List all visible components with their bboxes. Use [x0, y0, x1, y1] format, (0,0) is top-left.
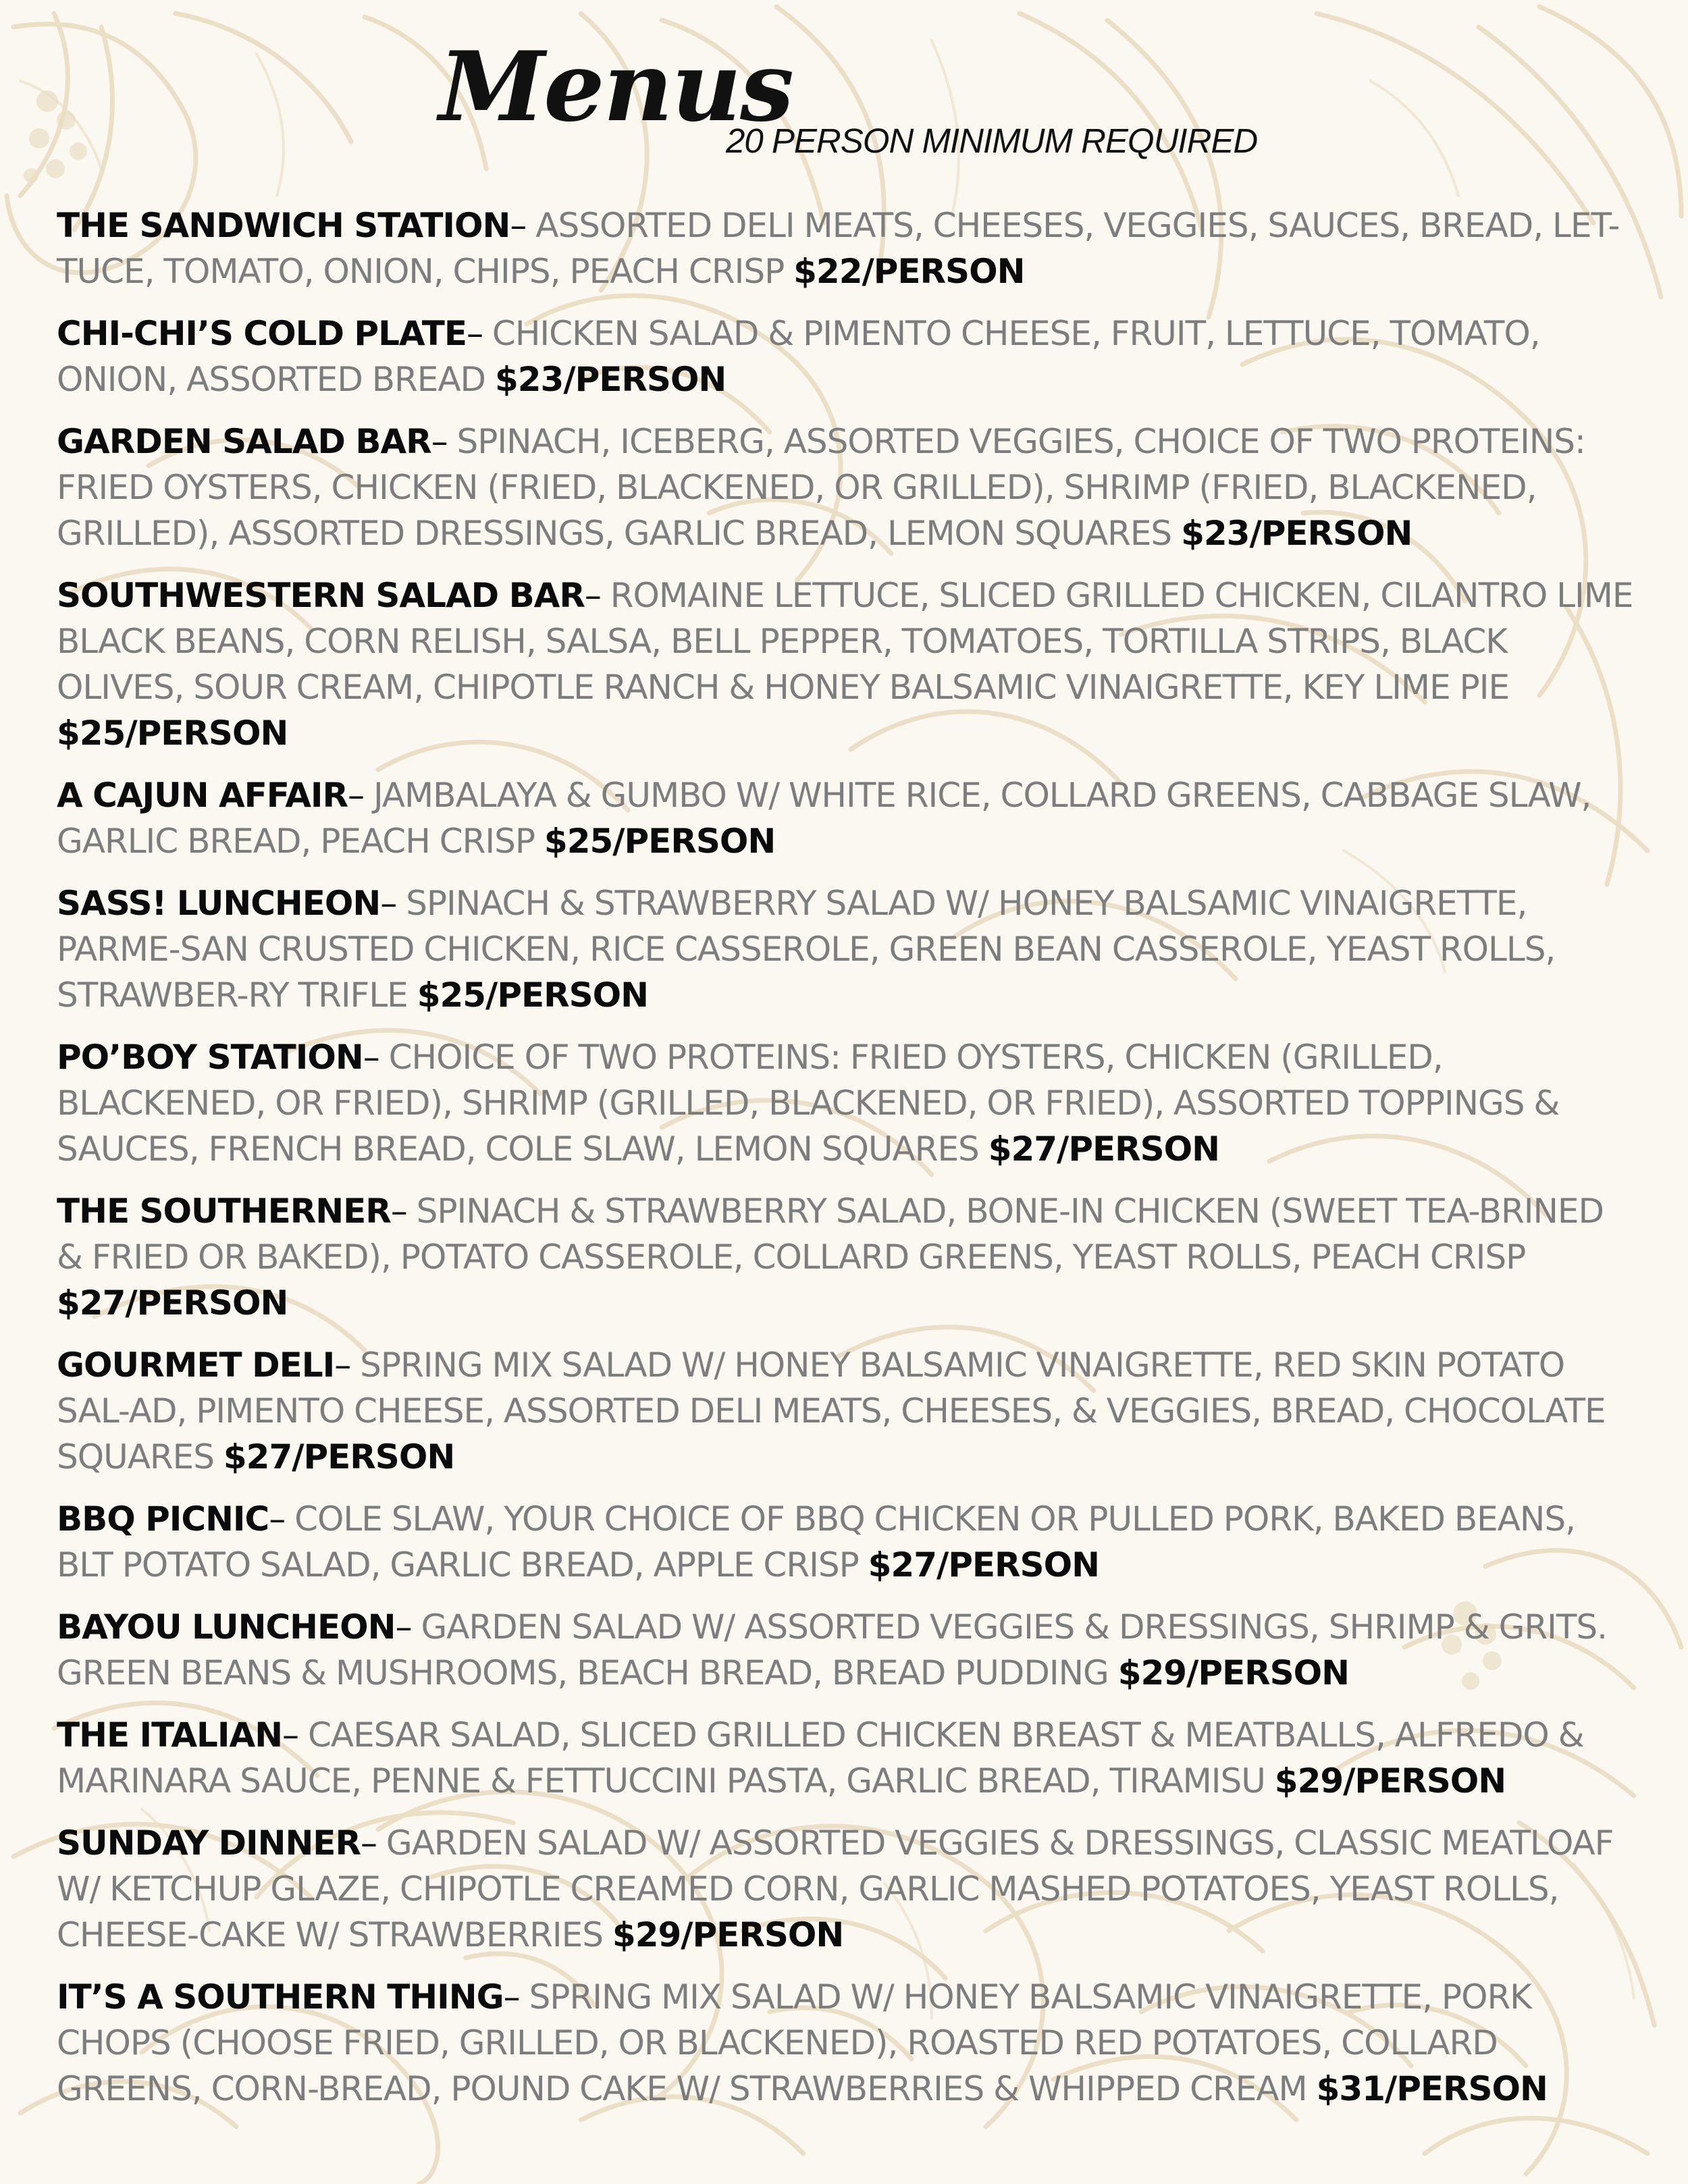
menu-item-description: CHOICE OF TWO PROTEINS: FRIED OYSTERS, CHICKEN (GRILLED, BLACKENED, OR FRIED), SHRIMP (GRILLED, BLACKENED, OR FRIED), ASSORTED TOPPINGS & SAUCES, FRENCH BREAD, COLE SLAW, LEMON SQUARES: [57, 1038, 1560, 1169]
menu-item-cajun-affair: [57, 772, 1633, 864]
menu-item-price: $22/PERSON: [793, 252, 1025, 291]
menu-item-bbq-picnic: [57, 1496, 1633, 1588]
menu-item-name: GARDEN SALAD BAR: [57, 422, 431, 461]
menu-item-name: SUNDAY DINNER: [57, 1823, 361, 1863]
menu-item-separator: –: [380, 884, 406, 923]
menu-item-description: CHICKEN SALAD & PIMENTO CHEESE, FRUIT, LETTUCE, TOMATO, ONION, ASSORTED BREAD: [57, 314, 1540, 399]
menu-item-name: BBQ PICNIC: [57, 1499, 269, 1539]
menu-item-italian: [57, 1712, 1633, 1804]
menu-item-description: ASSORTED DELI MEATS, CHEESES, VEGGIES, SAUCES, BREAD, LET-TUCE, TOMATO, ONION, CHIPS, PEACH CRISP: [57, 206, 1620, 291]
menu-item-price: $29/PERSON: [1117, 1653, 1349, 1693]
menu-item-garden-salad-bar: [57, 419, 1633, 556]
menu-item-description: GARDEN SALAD W/ ASSORTED VEGGIES & DRESSINGS, SHRIMP & GRITS. GREEN BEANS & MUSHROOMS, BEACH BREAD, BREAD PUDDING: [57, 1607, 1607, 1693]
menu-item-bayou-luncheon: [57, 1604, 1633, 1696]
menu-item-sandwich-station: [57, 203, 1633, 294]
menu-item-description: COLE SLAW, YOUR CHOICE OF BBQ CHICKEN OR PULLED PORK, BAKED BEANS, BLT POTATO SALAD, GARLIC BREAD, APPLE CRISP: [57, 1499, 1575, 1584]
menu-item-name: A CAJUN AFFAIR: [57, 776, 348, 815]
menu-item-name: THE ITALIAN: [57, 1715, 283, 1755]
menu-item-price: $25/PERSON: [544, 822, 776, 861]
menu-item-price: $23/PERSON: [1181, 514, 1413, 553]
menu-header: [0, 0, 1688, 189]
menu-item-its-a-southern-thing: [57, 1974, 1633, 2112]
menu-item-separator: –: [390, 1192, 417, 1231]
menu-item-southerner: [57, 1188, 1633, 1326]
menu-item-separator: –: [510, 206, 536, 245]
menu-item-price: $31/PERSON: [1316, 2069, 1548, 2108]
page-title: Menus: [439, 31, 793, 143]
menu-item-name: PO’BOY STATION: [57, 1038, 363, 1077]
menu-item-price: $27/PERSON: [223, 1437, 455, 1476]
menu-item-separator: –: [269, 1499, 295, 1539]
menu-item-separator: –: [348, 776, 373, 815]
menu-item-description: ROMAINE LETTUCE, SLICED GRILLED CHICKEN, CILANTRO LIME BLACK BEANS, CORN RELISH, SALSA, BELL PEPPER, TOMATOES, TORTILLA STRIPS, BLACK OLIVES, SOUR CREAM, CHIPOTLE RANCH & HONEY BALSAMIC VINAIGRETTE, KEY LIME PIE: [57, 576, 1633, 707]
menu-item-name: BAYOU LUNCHEON: [57, 1607, 396, 1647]
menu-item-description: SPRING MIX SALAD W/ HONEY BALSAMIC VINAIGRETTE, RED SKIN POTATO SAL-AD, PIMENTO CHEESE, ASSORTED DELI MEATS, CHEESES, & VEGGIES, BREAD, CHOCOLATE SQUARES: [57, 1346, 1606, 1476]
menu-item-separator: –: [363, 1038, 389, 1077]
menu-item-description: GARDEN SALAD W/ ASSORTED VEGGIES & DRESSINGS, CLASSIC MEATLOAF W/ KETCHUP GLAZE, CHIPOTLE CREAMED CORN, GARLIC MASHED POTATOES, YEAST ROLLS, CHEESE-CAKE W/ STRAWBERRIES: [57, 1823, 1614, 1954]
menu-item-separator: –: [395, 1607, 421, 1647]
menu-item-separator: –: [467, 314, 492, 353]
menu-item-description: JAMBALAYA & GUMBO W/ WHITE RICE, COLLARD GREENS, CABBAGE SLAW, GARLIC BREAD, PEACH CRISP: [57, 776, 1591, 861]
menu-item-separator: –: [282, 1715, 308, 1755]
menu-item-price: $27/PERSON: [57, 1283, 288, 1323]
menu-item-separator: –: [503, 1977, 529, 2017]
menu-item-price: $25/PERSON: [57, 714, 288, 753]
menu-item-southwestern-salad-bar: [57, 572, 1633, 756]
menu-item-separator: –: [431, 422, 457, 461]
menu-item-name: IT’S A SOUTHERN THING: [57, 1977, 504, 2017]
menu-item-separator: –: [360, 1823, 386, 1863]
menu-item-name: THE SOUTHERNER: [57, 1192, 391, 1231]
menu-item-price: $27/PERSON: [988, 1129, 1219, 1169]
menu-item-description: SPINACH & STRAWBERRY SALAD W/ HONEY BALSAMIC VINAIGRETTE, PARME-SAN CRUSTED CHICKEN, RICE CASSEROLE, GREEN BEAN CASSEROLE, YEAST ROLLS, STRAWBER-RY TRIFLE: [57, 884, 1556, 1015]
menu-item-sass-luncheon: [57, 880, 1633, 1018]
menu-item-name: SOUTHWESTERN SALAD BAR: [57, 576, 585, 615]
menu-item-price: $25/PERSON: [417, 976, 648, 1015]
menu-list: [57, 203, 1633, 2128]
menu-item-name: THE SANDWICH STATION: [57, 206, 510, 245]
menu-item-price: $29/PERSON: [612, 1915, 844, 1954]
menu-item-description: SPINACH, ICEBERG, ASSORTED VEGGIES, CHOICE OF TWO PROTEINS: FRIED OYSTERS, CHICKEN (FRIED, BLACKENED, OR GRILLED), SHRIMP (FRIED, BLACKENED, GRILLED), ASSORTED DRESSINGS, GARLIC BREAD, LEMON SQUARES: [57, 422, 1585, 553]
menu-item-name: CHI-CHI’S COLD PLATE: [57, 314, 467, 353]
minimum-requirement-note: 20 PERSON MINIMUM REQUIRED: [726, 122, 1258, 160]
menu-item-gourmet-deli: [57, 1342, 1633, 1480]
menu-item-name: SASS! LUNCHEON: [57, 884, 381, 923]
menu-item-description: SPRING MIX SALAD W/ HONEY BALSAMIC VINAIGRETTE, PORK CHOPS (CHOOSE FRIED, GRILLED, OR BLACKENED), ROASTED RED POTATOES, COLLARD GREENS, CORN-BREAD, POUND CAKE W/ STRAWBERRIES & WHIPPED CREAM: [57, 1977, 1531, 2108]
menu-item-poboy-station: [57, 1034, 1633, 1172]
menu-item-sunday-dinner: [57, 1820, 1633, 1958]
menu-item-chi-chis-cold-plate: [57, 311, 1633, 402]
menu-item-description: CAESAR SALAD, SLICED GRILLED CHICKEN BREAST & MEATBALLS, ALFREDO & MARINARA SAUCE, PENNE & FETTUCCINI PASTA, GARLIC BREAD, TIRAMISU: [57, 1715, 1584, 1801]
menu-item-description: SPINACH & STRAWBERRY SALAD, BONE-IN CHICKEN (SWEET TEA-BRINED & FRIED OR BAKED), POTATO CASSEROLE, COLLARD GREENS, YEAST ROLLS, PEACH CRISP: [57, 1192, 1604, 1277]
menu-item-price: $27/PERSON: [868, 1545, 1099, 1584]
menu-item-price: $23/PERSON: [494, 360, 727, 399]
menu-item-price: $29/PERSON: [1274, 1761, 1506, 1801]
menu-item-separator: –: [584, 576, 610, 615]
menu-item-separator: –: [334, 1346, 361, 1385]
menu-item-name: GOURMET DELI: [57, 1346, 335, 1385]
